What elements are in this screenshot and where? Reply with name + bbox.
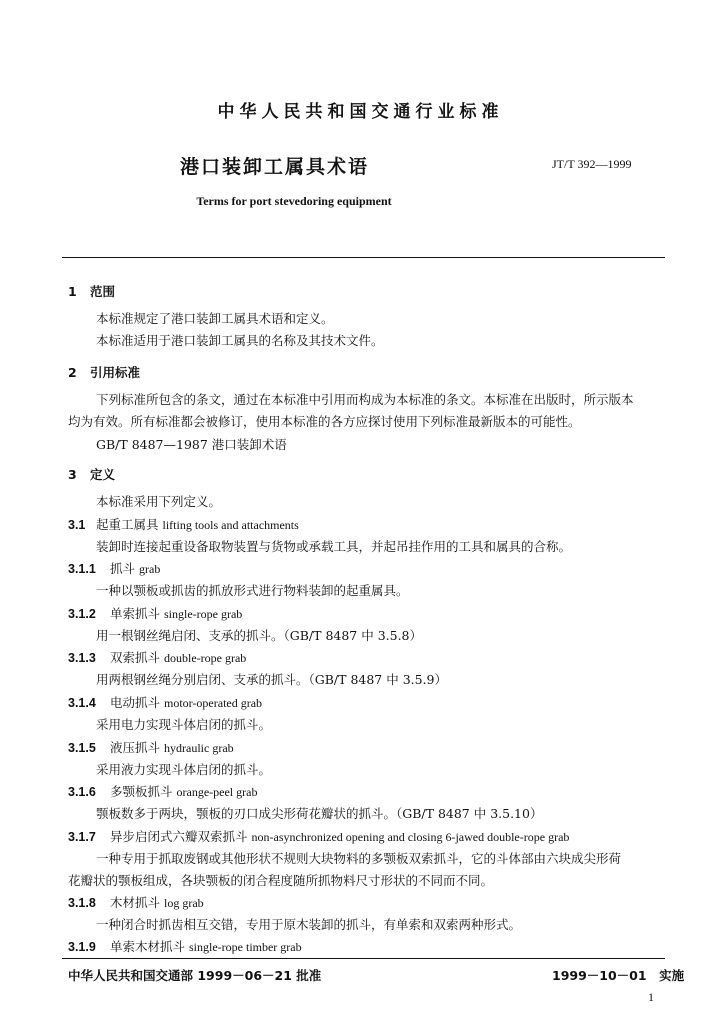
term-entry	[68, 604, 242, 622]
term-entry	[68, 782, 257, 800]
term-definition: 采用液力实现斗体启闭的抓斗。	[96, 762, 272, 777]
term-definition: 颚板数多于两块，颚板的刃口成尖形荷花瓣状的抓斗。（GB/T 8487 中 3.5.10）	[96, 806, 543, 821]
section-number: 1	[68, 284, 77, 299]
term-en: single-rope grab	[164, 607, 243, 621]
term-en: motor-operated grab	[164, 696, 263, 710]
term-entry	[68, 693, 262, 711]
term-number: 3.1.6	[68, 785, 96, 799]
standard-number: JT/T 392—1999	[552, 157, 632, 171]
references-paragraph: 下列标准所包含的条文，通过在本标准中引用而构成为本标准的条文。本标准在出版时，所示版本	[96, 392, 634, 407]
term-number: 3.1.3	[68, 651, 96, 665]
term-entry	[68, 937, 302, 955]
definitions-intro: 本标准采用下列定义。	[96, 494, 222, 509]
term-zh: 电动抓斗	[110, 695, 161, 710]
term-entry	[68, 827, 569, 845]
section-title: 引用标准	[90, 365, 141, 380]
term-zh: 双索抓斗	[110, 650, 161, 665]
term-definition: 用一根钢丝绳启闭、支承的抓斗。（GB/T 8487 中 3.5.8）	[96, 628, 423, 643]
term-en: single-rope timber grab	[189, 940, 302, 954]
term-definition: 装卸时连接起重设备取物装置与货物或承载工具，并起吊挂作用的工具和属具的合称。	[96, 539, 572, 554]
term-number: 3.1.9	[68, 940, 96, 954]
term-definition: 一种以颚板或抓齿的抓放形式进行物料装卸的起重属具。	[96, 583, 409, 598]
term-definition: 一种闭合时抓齿相互交错，专用于原木装卸的抓斗，有单索和双索两种形式。	[96, 917, 522, 932]
term-entry	[68, 648, 246, 666]
header-divider	[62, 257, 665, 258]
term-zh: 起重工属具	[96, 517, 159, 532]
references-paragraph: 均为有效。所有标准都会被修订，使用本标准的各方应探讨使用下列标准最新版本的可能性。	[68, 414, 581, 429]
section-heading-scope	[68, 282, 115, 300]
standard-category-header: 中华人民共和国交通行业标准	[217, 102, 504, 122]
section-number: 2	[68, 365, 77, 380]
term-number: 3.1.4	[68, 696, 96, 710]
term-entry	[68, 559, 160, 577]
term-number: 3.1.5	[68, 741, 96, 755]
footer-divider	[62, 958, 665, 959]
english-title: Terms for port stevedoring equipment	[196, 194, 392, 208]
term-en: grab	[139, 562, 161, 576]
term-en: hydraulic grab	[164, 741, 234, 755]
scope-paragraph: 本标准适用于港口装卸工属具的名称及其技术文件。	[96, 333, 384, 348]
term-number: 3.1.1	[68, 562, 96, 576]
section-title: 范围	[90, 284, 116, 299]
term-entry	[68, 515, 299, 533]
term-definition: 一种专用于抓取废钢或其他形状不规则大块物料的多颚板双索抓斗，它的斗体部由六块成尖形荷	[96, 851, 622, 866]
term-zh: 单索抓斗	[110, 606, 161, 621]
term-entry	[68, 738, 234, 756]
term-zh: 多颚板抓斗	[110, 784, 173, 799]
term-zh: 木材抓斗	[110, 895, 161, 910]
scope-paragraph: 本标准规定了港口装卸工属具术语和定义。	[96, 311, 334, 326]
term-en: lifting tools and attachments	[162, 518, 299, 532]
section-heading-definitions	[68, 465, 115, 483]
term-number: 3.1.2	[68, 607, 96, 621]
term-zh: 异步启闭式六瓣双索抓斗	[110, 829, 248, 844]
term-zh: 抓斗	[110, 561, 136, 576]
term-zh: 单索木材抓斗	[110, 939, 186, 954]
section-number: 3	[68, 467, 77, 482]
section-title: 定义	[90, 467, 116, 482]
approval-line: 中华人民共和国交通部 1999－06－21 批准	[68, 968, 322, 983]
reference-item: GB/T 8487—1987 港口装卸术语	[96, 437, 287, 452]
term-entry	[68, 893, 204, 911]
page-number: 1	[648, 990, 654, 1004]
term-number: 3.1.7	[68, 830, 96, 844]
term-definition: 采用电力实现斗体启闭的抓斗。	[96, 717, 272, 732]
term-definition: 花瓣状的颚板组成，各块颚板的闭合程度随所抓物料尺寸形状的不同而不同。	[68, 873, 494, 888]
document-title: 港口装卸工属具术语	[180, 156, 370, 178]
term-zh: 液压抓斗	[110, 740, 161, 755]
term-en: log grab	[164, 896, 204, 910]
implementation-line: 1999－10－01 实施	[552, 968, 685, 983]
term-en: non-asynchronized opening and closing 6-jawed double-rope grab	[251, 830, 570, 844]
term-en: orange-peel grab	[176, 785, 258, 799]
term-definition: 用两根钢丝绳分别启闭、支承的抓斗。（GB/T 8487 中 3.5.9）	[96, 672, 448, 687]
section-heading-references	[68, 363, 140, 381]
term-en: double-rope grab	[164, 651, 247, 665]
term-number: 3.1.8	[68, 896, 96, 910]
term-number: 3.1	[68, 518, 86, 532]
